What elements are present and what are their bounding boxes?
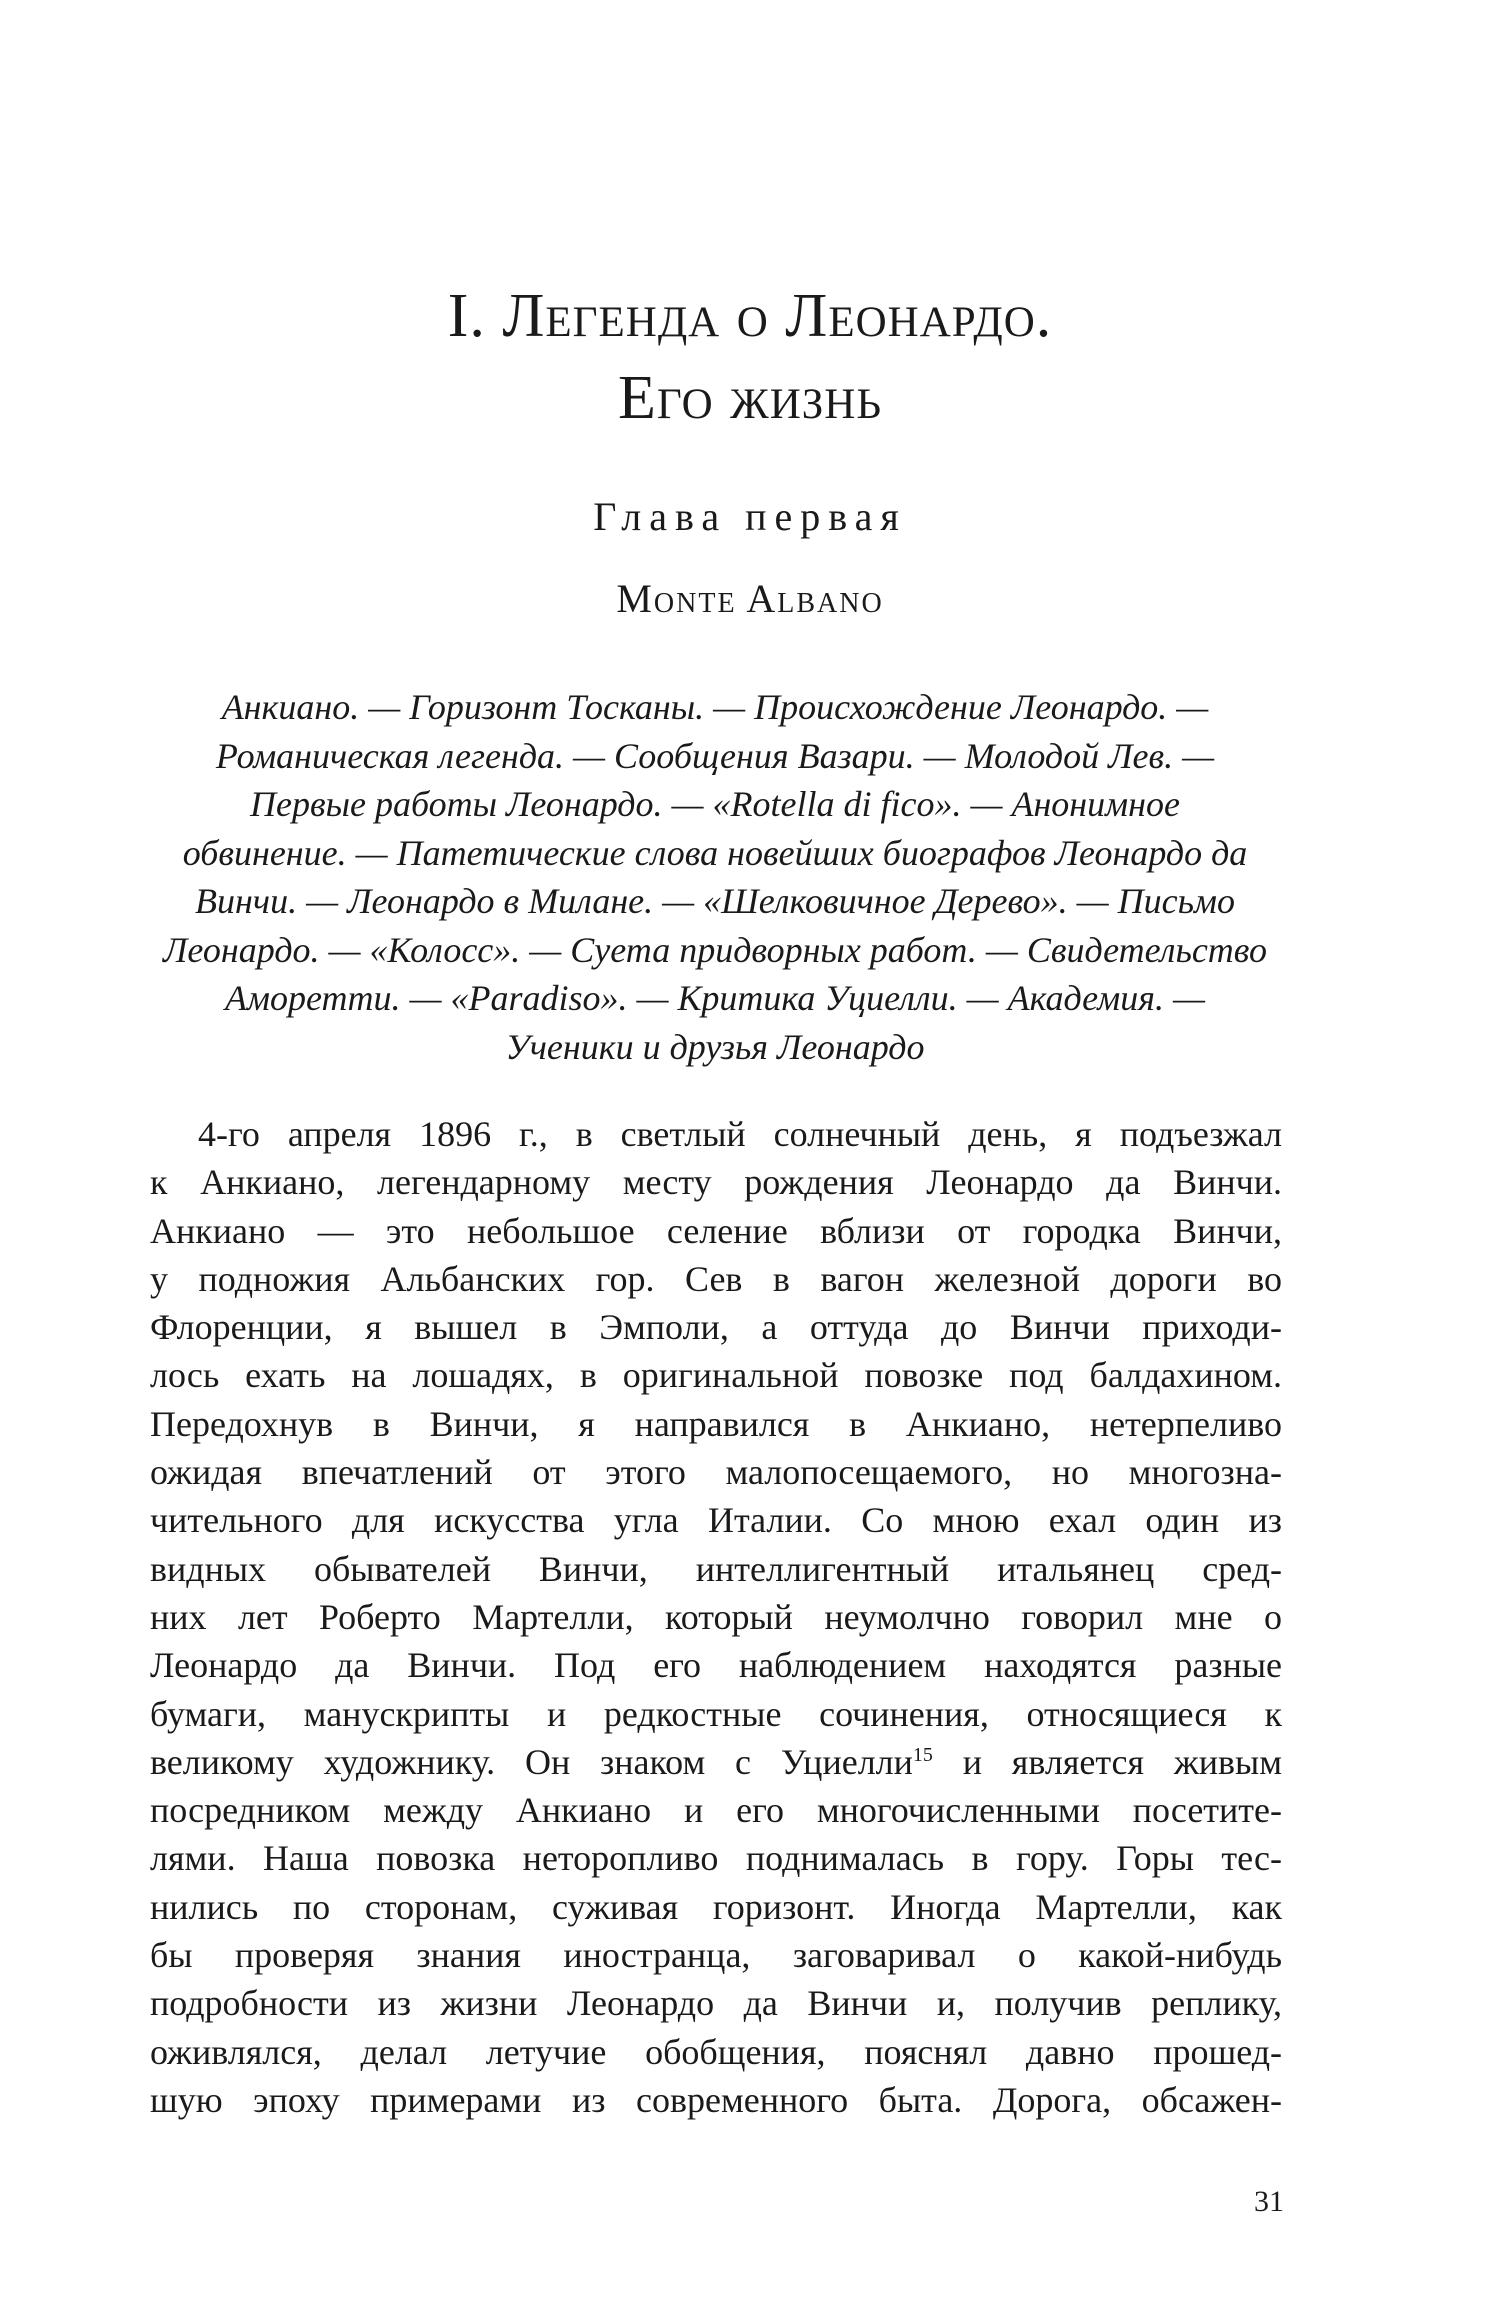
body-paragraph: [150, 1110, 1282, 2124]
summary-line: Ученики и друзья Леонардо: [505, 1026, 925, 1067]
body-line: бы проверяя знания иностранца, заговаривал о какой-нибудь: [150, 1935, 1282, 1976]
chapter-summary: [150, 683, 1280, 1071]
summary-line: Романическая легенда. — Сообщения Вазари. — Молодой Лев. —: [215, 735, 1215, 776]
body-line: к Анкиано, легендарному месту рождения Леонардо да Винчи.: [150, 1162, 1282, 1203]
body-line: чительного для искусства угла Италии. Со мною ехал один из: [150, 1500, 1282, 1541]
body-line: подробности из жизни Леонардо да Винчи и, получив реплику,: [150, 1983, 1282, 2024]
body-line: 4-го апреля 1896 г., в светлый солнечный день, я подъезжал: [198, 1114, 1282, 1154]
body-line: оживлялся, делал летучие обобщения, пояснял давно прошед-: [150, 2031, 1282, 2072]
body-line-text: великому художнику. Он знаком с Уциелли: [150, 1741, 913, 1782]
summary-line: Леонардо. — «Колосс». — Суета придворных работ. — Свидетельство: [163, 929, 1267, 970]
summary-line: обвинение. — Патетические слова новейших биографов Леонардо да: [182, 832, 1248, 873]
chapter-title: Monte Albano: [616, 576, 884, 621]
body-line: бумаги, манускрипты и редкостные сочинения, относящиеся к: [150, 1693, 1282, 1734]
body-line: Леонардо да Винчи. Под его наблюдением находятся разные: [150, 1645, 1282, 1686]
body-line: них лет Роберто Мартелли, который неумолчно говорил мне о: [150, 1596, 1282, 1637]
body-line: шую эпоху примерами из современного быта. Дорога, обсажен-: [150, 2079, 1282, 2120]
summary-line: Винчи. — Леонардо в Милане. — «Шелковичное Дерево». — Письмо: [195, 881, 1235, 921]
part-title: [0, 275, 1500, 439]
body-line: у подножия Альбанских гор. Сев в вагон железной дороги во: [150, 1258, 1282, 1299]
page-number: 31: [1254, 2185, 1284, 2218]
body-line-with-footnote: [150, 1738, 1282, 1786]
summary-line: Аморетти. — «Paradiso». — Критика Уциелли. — Академия. —: [225, 978, 1205, 1018]
summary-line: Первые работы Леонардо. — «Rotella di fico». — Анонимное: [250, 784, 1180, 824]
body-line: посредником между Анкиано и его многочисленными посетите-: [150, 1790, 1282, 1831]
body-line: лось ехать на лошадях, в оригинальной повозке под балдахином.: [150, 1355, 1282, 1396]
body-line: видных обывателей Винчи, интеллигентный итальянец сред-: [150, 1548, 1282, 1589]
body-line: Передохнув в Винчи, я направился в Анкиано, нетерпеливо: [150, 1403, 1282, 1444]
summary-line: Анкиано. — Горизонт Тосканы. — Происхождение Леонардо. —: [221, 687, 1209, 727]
body-line: ожидая впечатлений от этого малопосещаемого, но многозна-: [150, 1452, 1282, 1493]
chapter-label: Глава первая: [593, 494, 907, 539]
body-line: лями. Наша повозка неторопливо поднималась в гору. Горы тес-: [150, 1838, 1282, 1879]
part-title-line-2: Его жизнь: [617, 364, 883, 432]
body-line-text: и является живым: [932, 1741, 1282, 1782]
body-line: Флоренции, я вышел в Эмполи, а оттуда до Винчи приходи-: [150, 1307, 1282, 1348]
body-line: Анкиано — это небольшое селение вблизи от городка Винчи,: [150, 1210, 1282, 1251]
footnote-reference[interactable]: 15: [912, 1743, 933, 1766]
part-title-line-1: I. Легенда о Леонардо.: [447, 282, 1053, 350]
body-line: нились по сторонам, суживая горизонт. Иногда Мартелли, как: [150, 1886, 1282, 1927]
